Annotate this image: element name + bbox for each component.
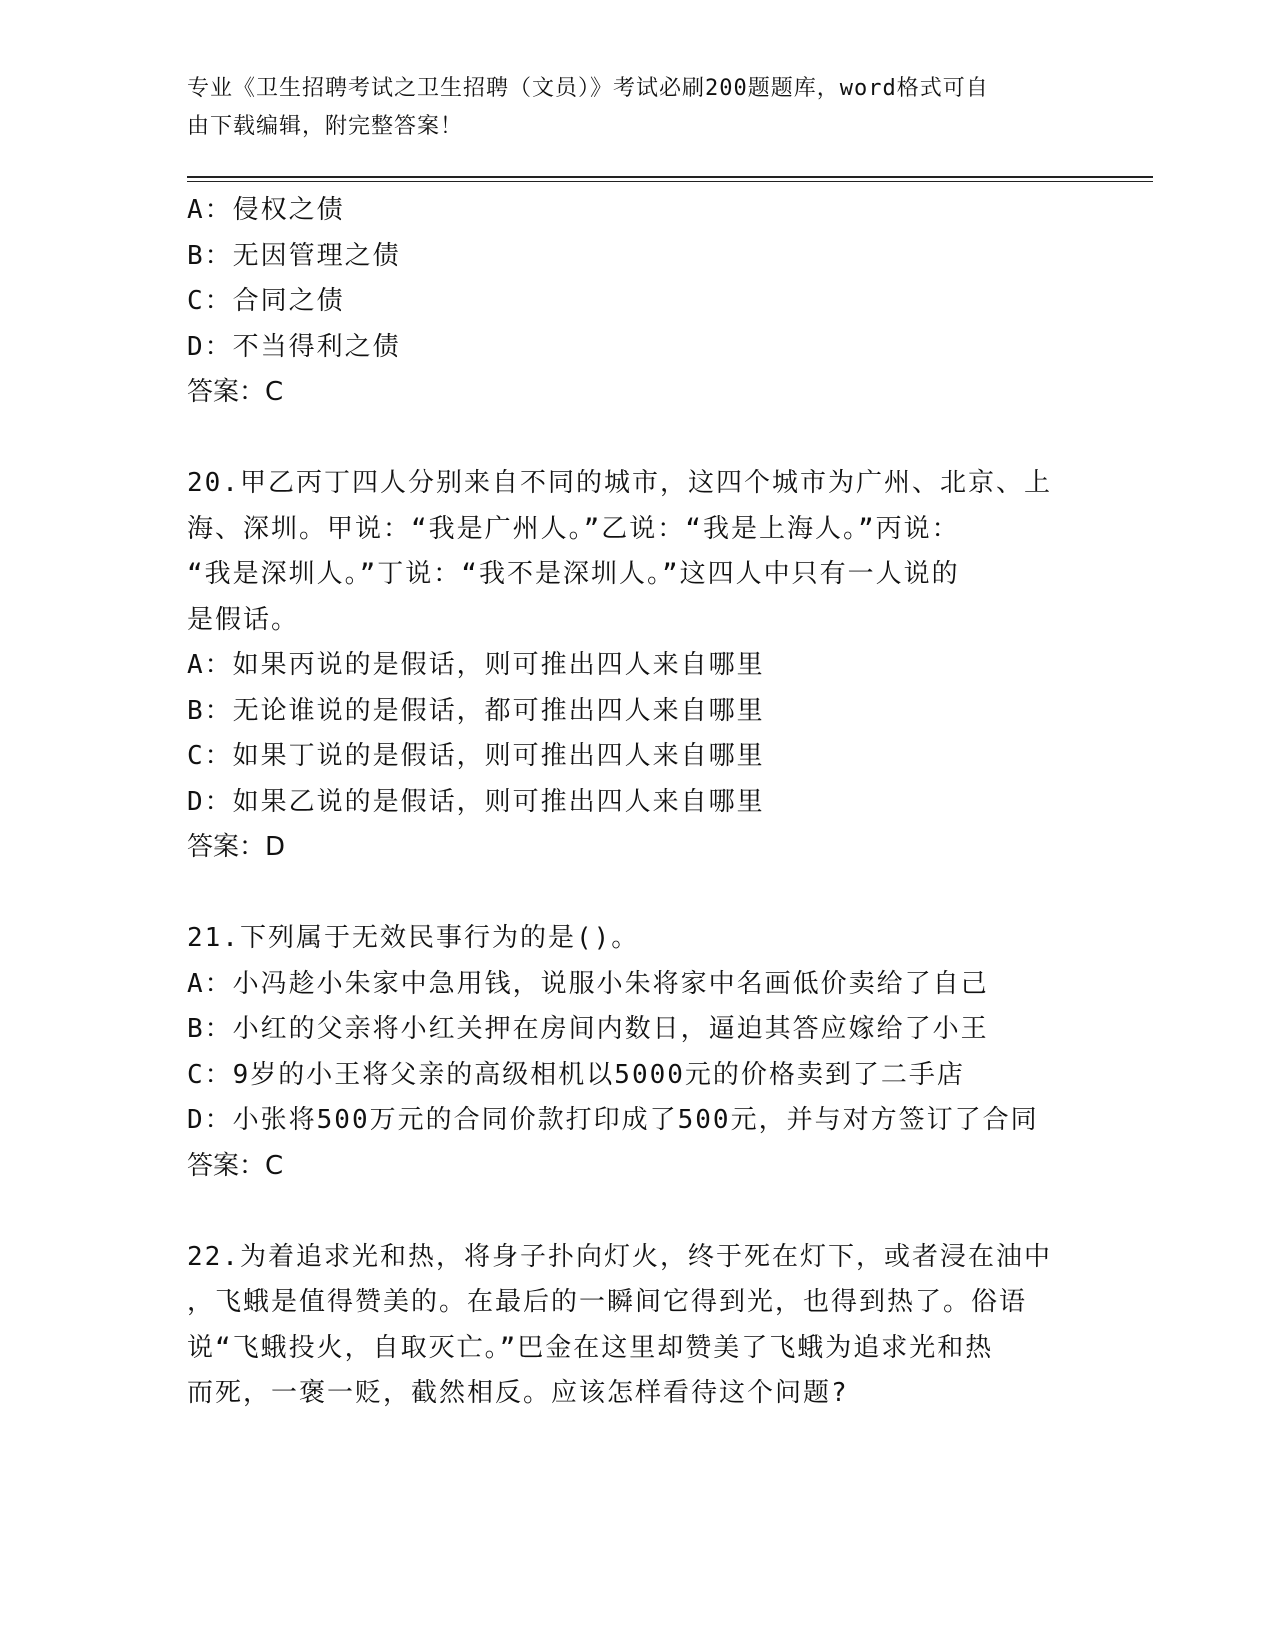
spacer [187, 871, 1087, 917]
header-divider-thick [187, 176, 1153, 178]
question-20 [187, 461, 1087, 871]
question-stem-line: 21.下列属于无效民事行为的是()。 [187, 923, 640, 953]
question-21 [187, 916, 1087, 1189]
option-d: D：不当得利之债 [187, 331, 401, 362]
option-c: C：合同之债 [187, 286, 345, 316]
answer: 答案：C [187, 377, 284, 407]
option-b: B：小红的父亲将小红关押在房间内数日，逼迫其答应嫁给了小王 [187, 1014, 989, 1044]
question-stem-line: 海、深圳。甲说：“我是广州人。”乙说：“我是上海人。”丙说： [187, 513, 960, 544]
option-a: A：侵权之债 [187, 195, 345, 225]
option-c: C：如果丁说的是假话，则可推出四人来自哪里 [187, 741, 765, 771]
answer: 答案：C [187, 1150, 284, 1181]
question-stem-line: 22.为着追求光和热，将身子扑向灯火，终于死在灯下，或者浸在油中 [187, 1241, 1052, 1272]
header-line-1: 专业《卫生招聘考试之卫生招聘（文员）》考试必刷200题题库，word格式可自 [187, 76, 989, 101]
question-stem-line: 说“飞蛾投火，自取灭亡。”巴金在这里却赞美了飞蛾为追求光和热 [187, 1332, 994, 1363]
question-22 [187, 1235, 1087, 1417]
question-stem-line: 是假话。 [187, 604, 300, 635]
answer: 答案：D [187, 832, 286, 862]
option-a: A：如果丙说的是假话，则可推出四人来自哪里 [187, 650, 765, 680]
option-b: B：无论谁说的是假话，都可推出四人来自哪里 [187, 695, 765, 726]
option-b: B：无因管理之债 [187, 240, 401, 271]
document-header [187, 70, 1067, 146]
question-stem-line: 20.甲乙丙丁四人分别来自不同的城市，这四个城市为广州、北京、上 [187, 468, 1052, 498]
question-19 [187, 188, 1087, 416]
option-c: C：9岁的小王将父亲的高级相机以5000元的价格卖到了二手店 [187, 1059, 965, 1090]
question-stem-line: ，飞蛾是值得赞美的。在最后的一瞬间它得到光，也得到热了。俗语 [187, 1287, 1028, 1317]
header-line-2: 由下载编辑，附完整答案！ [187, 114, 464, 139]
spacer [187, 1189, 1087, 1235]
question-stem-line: 而死，一褒一贬，截然相反。应该怎样看待这个问题? [187, 1378, 849, 1408]
question-stem-line: “我是深圳人。”丁说：“我不是深圳人。”这四人中只有一人说的 [187, 559, 960, 589]
question-list [187, 188, 1087, 1417]
header-divider-thin [187, 181, 1153, 182]
spacer [187, 416, 1087, 462]
option-a: A：小冯趁小朱家中急用钱，说服小朱将家中名画低价卖给了自己 [187, 968, 989, 999]
option-d: D：如果乙说的是假话，则可推出四人来自哪里 [187, 786, 765, 817]
option-d: D：小张将500万元的合同价款打印成了500元，并与对方签订了合同 [187, 1105, 1039, 1135]
